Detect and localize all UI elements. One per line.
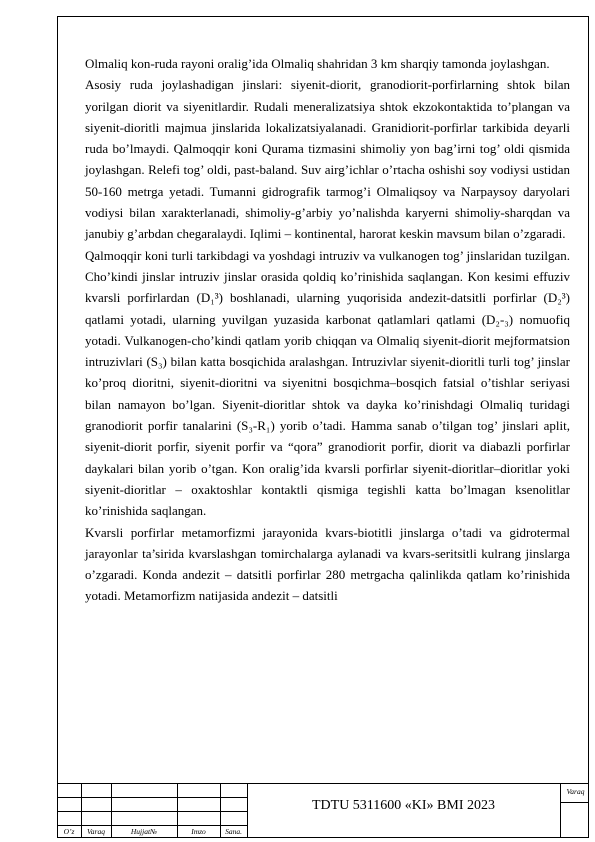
title-block [57, 783, 589, 838]
paragraph: Qalmoqqir koni turli tarkibdagi va yoshdagi intruziv va vulkanogen tog’ jinslaridan tuzilgan. Cho’kindi jinslar intruziv jinslar orasida qoldiq ko’rinishida saqlangan. Kon kesimi effuziv kvarsli porfirlardan (D₁³) boshlanadi, ularning yuqorisida andezit-datsitli porfirlar (D₂³) qatlami yotadi, ularning yuvilgan yuzasida karbonat qatlamlari qatlami (D₂-₃) nomuofiq yotadi. Vulkanogen-cho’kindi qatlam yorib chiqqan va Olmaliq siyenit-diorit mejformatsion intruzivlari (S₃) bilan katta bosqichida aralashgan. Intruzivlar siyenit-dioritli turli tog’ jinslar ko’proq dioritni, siyenit-dioritni va siyenitni bosqichma–bosqich fatsial o’tishlar seriyasi bilan namayon bo’lgan. Siyenit-dioritlar shtok va dayka ko’rinishdagi Olmaliq turidagi granodiorit porfir tanalarini (S₃-R₁) yorib o’tadi. Hamma sanab o’tilgan tog’ jinslari aplit, siyenit-diorit porfir, siyenit porfir va “qora” granodiorit porfir, diorit va diabazli porfirlar daykalari bilan yorib o’tgan. Kon oralig’ida kvarsli porfirlar siyenit-dioritlar–dioritlar yoki siyenit-dioritlar – oxaktoshlar kontaktli qismiga tegishli katta bo’lmagan ksenolitlar ko’rinishida saqlangan. [85, 247, 570, 519]
sheet-label: Varaq [566, 787, 585, 796]
stamp-line [57, 811, 247, 812]
document-code: TDTU 5311600 «KI» BMI 2023 [311, 798, 496, 813]
stamp-label-imzo: Imzo [191, 827, 206, 836]
stamp-label-sana: Sana. [225, 827, 242, 836]
stamp-line [57, 825, 247, 826]
stamp-label-varaq: Varaq [87, 827, 105, 836]
stamp-label-hujjat: Hujjat№ [130, 827, 158, 836]
stamp-label-oz: O’z [63, 827, 75, 836]
paragraph: Asosiy ruda joylashadigan jinslari: siyenit-diorit, granodiorit-porfirlarning shtok bilan yorilgan diorit va siyenitlardir. Rudali meneralizatsiya shtok ekzokontaktida to’plangan va siyenit-dioritli majmua jinslarida lokalizatsiyalanadi. Granidiorit-porfirlar tarkibida deyarli ruda bo’lmaydi. Qalmoqqir koni Qurama tizmasini shimoliy yon bag’irni tog’ oldi qismida joylashgan. Relefi tog’ oldi, past-baland. Suv airg’ichlar o’rtacha oshishi soy vodiysi ustidan 50-160 metrga yetadi. Tumanni gidrografik tarmog’i Olmaliqsoy va Narpaysoy daryolari vodiysi bilan xarakterlanadi, shimoliy-g’arbiy yo’nalishda karyerni shimoliy-sharqdan va janubiy g’arbdan chegaralaydi. Iqlimi – kontinental, harorat keskin mavsum bilan o’zgaradi. [85, 77, 570, 242]
stamp-line [560, 802, 589, 803]
paragraph: Olmaliq kon-ruda rayoni oralig’ida Olmaliq shahridan 3 km sharqiy tamonda joylashgan. [85, 56, 550, 71]
document-body [85, 53, 570, 607]
stamp-line [560, 784, 561, 838]
paragraph: Kvarsli porfirlar metamorfizmi jarayonida kvars-biotitli jinslarga o’tadi va gidrotermal jarayonlar ta’sirida kvarslashgan tomirchalarga aylanadi va kvars-seritsitli kulrang jinslarga o’zgaradi. Konda andezit – datsitli porfirlar 280 metrgacha qalinlikda qatlam ko’rinishida yotadi. Metamorfizm natijasida andezit – datsitli [85, 524, 570, 604]
stamp-line [57, 797, 247, 798]
